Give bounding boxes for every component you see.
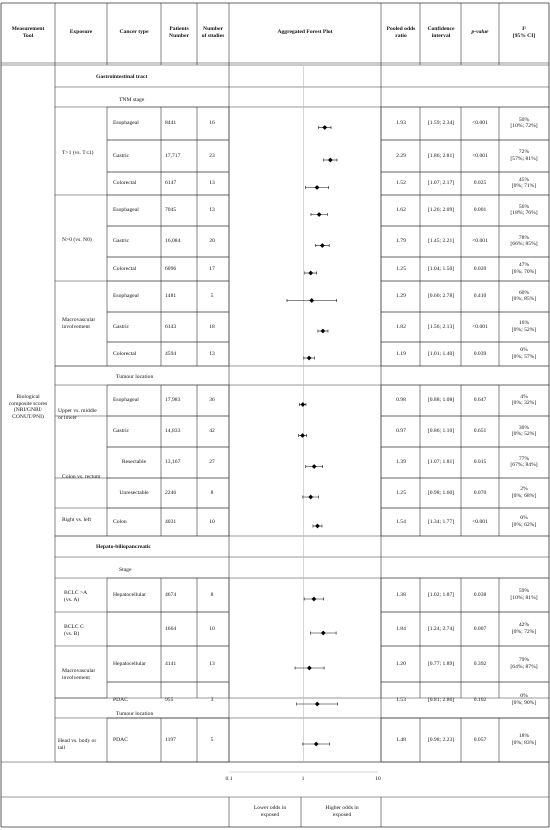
patients-cell: 7045 (165, 207, 177, 214)
footer-higher-odds: Higher odds in exposed (325, 805, 359, 818)
p-value-cell: <0.001 (472, 518, 488, 525)
i2-cell: 47% [6%; 70%] (511, 262, 537, 275)
cancer-type-cell: Hepatocellular (113, 660, 146, 667)
patients-cell: 6143 (165, 323, 177, 330)
studies-cell: 13 (209, 660, 215, 667)
studies-cell: 17 (209, 265, 215, 272)
cancer-type-cell: PDAC (113, 696, 128, 703)
studies-cell: 10 (209, 518, 215, 525)
studies-cell: 13 (209, 350, 215, 357)
ci-cell: [0.81; 2.86] (427, 696, 455, 703)
header-forest-plot: Aggregated Forest Plot (277, 29, 333, 35)
patients-cell: 1664 (165, 625, 177, 632)
pooled-or-cell: 1.62 (396, 207, 406, 214)
pooled-or-cell: 1.25 (396, 489, 406, 496)
axis-tick-10: 10 (375, 776, 381, 782)
cancer-type-cell: Esophageal (113, 397, 139, 404)
p-value-cell: 0.057 (473, 736, 487, 743)
ci-cell: [1.02; 1.87] (427, 591, 455, 598)
p-value-cell: 0.647 (473, 397, 487, 404)
p-value-cell: 0.015 (473, 459, 487, 466)
exposure-macrovascular-2: Macrovascular involvement (62, 668, 96, 681)
axis-tick-0.1: 0.1 (225, 776, 233, 782)
studies-cell: 16 (209, 120, 215, 127)
ci-cell: [1.56; 2.13] (427, 323, 455, 330)
p-value-cell: <0.001 (472, 238, 488, 245)
studies-cell: 13 (209, 207, 215, 214)
odds-ratio-point (315, 524, 320, 529)
odds-ratio-point (307, 356, 312, 361)
studies-cell: 8 (210, 489, 214, 496)
pooled-or-cell: 1.29 (396, 293, 406, 300)
i2-cell: 0% [0%; 57%] (511, 347, 537, 360)
header-measurement-tool: Measurement Tool (11, 26, 45, 39)
measurement-tool-value: Biological composite scores (NRI/GNRI/ CONUT/PNI) (8, 394, 48, 420)
patients-cell: 14,833 (165, 428, 181, 435)
studies-cell: 5 (210, 736, 214, 743)
pooled-or-cell: 1.19 (396, 350, 406, 357)
studies-cell: 10 (209, 625, 215, 632)
studies-cell: 18 (209, 323, 215, 330)
studies-cell: 5 (210, 293, 214, 300)
patients-cell: 4141 (165, 660, 177, 667)
pooled-or-cell: 1.79 (396, 238, 406, 245)
p-value-cell: 0.007 (473, 625, 487, 632)
i2-cell: 59% [10%; 81%] (510, 588, 538, 601)
cancer-type-cell: Gastric (113, 323, 130, 330)
ci-cell: [0.77; 1.89] (427, 660, 455, 667)
i2-cell: 18% [0%; 83%] (511, 733, 537, 746)
subsection-tumour-location-2: Tumour location (116, 711, 154, 717)
cancer-type-cell: Colorectal (113, 265, 137, 272)
exposure-macrovascular-1: Macrovascular involvement (62, 317, 96, 330)
patients-cell: 2246 (165, 489, 177, 496)
i2-cell: 78% [66%; 85%] (510, 234, 538, 248)
section-hepato-biliopancreatic: Hepato-biliopancreatic (96, 544, 151, 550)
exposure-right-vs-left: Right vs. left (62, 517, 92, 523)
pooled-or-cell: 1.84 (396, 625, 406, 632)
header-confidence-interval: Confidence interval (427, 26, 455, 39)
p-value-cell: 0.025 (473, 180, 487, 187)
pooled-or-cell: 1.54 (396, 518, 406, 525)
patients-cell: 4031 (165, 518, 177, 525)
subsection-stage: Stage (119, 567, 132, 573)
p-value-cell: 0.102 (473, 696, 487, 703)
cancer-type-cell: Hepatocellular (113, 591, 146, 598)
odds-ratio-point (328, 158, 333, 163)
i2-cell: 42% [0%; 72%] (511, 622, 537, 635)
pooled-or-cell: 1.52 (396, 180, 406, 187)
cancer-type-cell: Esophageal (113, 293, 139, 300)
studies-cell: 20 (209, 238, 215, 245)
cancer-type-cell: Gastric (113, 152, 130, 159)
studies-cell: 23 (209, 152, 215, 159)
header-p-value: p-value (471, 29, 489, 35)
header-patients-number: Patients Number (169, 26, 189, 39)
ci-cell: [1.34; 1.77] (427, 518, 455, 525)
p-value-cell: 0.410 (473, 293, 487, 300)
p-value-cell: 0.001 (473, 207, 487, 214)
patients-cell: 4594 (165, 350, 177, 357)
ci-cell: [0.60; 2.78] (427, 293, 455, 300)
i2-cell: 56% [18%; 76%] (510, 203, 538, 217)
ci-cell: [0.88; 1.08] (427, 397, 455, 404)
patients-cell: 1481 (165, 293, 177, 300)
ci-cell: [1.07; 2.17] (427, 180, 455, 187)
i2-cell: 2% [0%; 68%] (511, 486, 537, 499)
ci-cell: [1.26; 2.09] (427, 207, 455, 214)
subsection-tnm-stage: TNM stage (119, 97, 145, 103)
footer-lower-odds: Lower odds in exposed (253, 805, 287, 818)
i2-cell: 30% [0%; 52%] (511, 424, 537, 438)
studies-cell: 42 (209, 428, 215, 435)
p-value-cell: <0.001 (472, 120, 488, 127)
cancer-type-cell: Resectable (121, 459, 147, 466)
exposure-bclc-c: BCLC C (vs. B) (64, 624, 84, 637)
i2-cell: 16% [0%; 52%] (511, 320, 537, 333)
exposure-upper-vs-middle: Upper vs. middle or lower (58, 408, 97, 421)
cancer-type-cell: Colon (113, 518, 127, 525)
p-value-cell: <0.001 (472, 152, 488, 159)
odds-ratio-point (307, 666, 312, 671)
patients-cell: 6147 (165, 180, 177, 187)
pooled-or-cell: 2.29 (396, 152, 406, 159)
header-exposure: Exposure (69, 29, 93, 35)
p-value-cell: 0.020 (473, 265, 487, 272)
pooled-or-cell: 1.25 (396, 265, 406, 272)
ci-cell: [1.01; 1.40] (427, 350, 455, 357)
ci-cell: [0.98; 2.23] (427, 736, 455, 743)
i2-cell: 77% [67%; 84%] (510, 455, 538, 469)
header-i2: I² [95% CI] (512, 26, 536, 39)
patients-cell: 8441 (165, 120, 177, 127)
i2-cell: 4% [0%; 32%] (511, 393, 537, 407)
patients-cell: 4674 (165, 591, 177, 598)
cancer-type-cell: Colorectal (113, 350, 137, 357)
studies-cell: 13 (209, 180, 215, 187)
pooled-or-cell: 0.98 (396, 397, 406, 404)
odds-ratio-point (315, 185, 320, 190)
odds-ratio-point (308, 271, 313, 276)
ci-cell: [1.07; 1.81] (427, 459, 455, 466)
odds-ratio-point (309, 298, 314, 303)
odds-ratio-point (308, 495, 313, 500)
ci-cell: [0.86; 1.10] (427, 428, 455, 435)
section-gastrointestinal: Gastrointestinal tract (96, 74, 148, 80)
pooled-or-cell: 1.20 (396, 660, 406, 667)
header-number-of-studies: Number of studies (201, 26, 225, 39)
axis-tick-1: 1 (301, 776, 305, 782)
odds-ratio-point (321, 631, 326, 636)
ci-cell: [1.59; 2.34] (427, 120, 455, 127)
patients-cell: 16,084 (165, 238, 181, 245)
i2-cell: 60% [0%; 85%] (511, 289, 537, 303)
odds-ratio-point (312, 597, 317, 602)
pooled-or-cell: 1.48 (396, 736, 406, 743)
i2-cell: 45% [0%; 71%] (511, 176, 537, 190)
odds-ratio-point (300, 402, 305, 407)
studies-cell: 27 (209, 459, 215, 466)
p-value-cell: 0.070 (473, 489, 487, 496)
i2-cell: 0% [0%; 62%] (511, 515, 537, 528)
odds-ratio-point (314, 742, 319, 747)
i2-cell: 0% [0%; 90%] (511, 693, 537, 706)
cancer-type-cell: PDAC (113, 736, 128, 743)
exposure-n-stage: N>0 (vs. N0) (62, 237, 92, 243)
patients-cell: 955 (165, 696, 174, 703)
ci-cell: [1.45; 2.21] (427, 238, 455, 245)
p-value-cell: 0.392 (473, 660, 487, 667)
subsection-tumour-location-1: Tumour location (116, 374, 154, 380)
cancer-type-cell: Gastric (113, 428, 130, 435)
odds-ratio-point (320, 329, 325, 334)
ci-cell: [1.24; 2.74] (427, 625, 455, 632)
cancer-type-cell: Colorectal (113, 180, 137, 187)
patients-cell: 6096 (165, 265, 177, 272)
cancer-type-cell: Gastric (113, 238, 130, 245)
patients-cell: 13,167 (165, 459, 181, 466)
pooled-or-cell: 1.93 (396, 120, 406, 127)
exposure-t-stage: T>1 (vs. T≤1) (62, 150, 94, 156)
cancer-type-cell: Unresectable (119, 489, 149, 496)
cancer-type-cell: Esophageal (113, 120, 139, 127)
header-pooled-or: Pooled odds ratio (386, 26, 416, 39)
exposure-head-vs-body: Head vs. body or tail (58, 738, 97, 751)
cancer-type-cell: Esophageal (113, 207, 139, 214)
ci-cell: [0.98; 1.60] (427, 489, 455, 496)
ci-cell: [1.86; 2.81] (427, 152, 455, 159)
odds-ratio-point (300, 433, 305, 438)
odds-ratio-point (317, 212, 322, 217)
odds-ratio-point (312, 464, 317, 469)
pooled-or-cell: 0.97 (396, 428, 406, 435)
pooled-or-cell: 1.38 (396, 591, 406, 598)
p-value-cell: <0.001 (472, 323, 488, 330)
i2-cell: 79% [64%; 87%] (510, 657, 538, 670)
header-cancer-type: Cancer type (119, 29, 149, 35)
pooled-or-cell: 1.39 (396, 459, 406, 466)
odds-ratio-point (320, 243, 325, 248)
ci-cell: [1.04; 1.50] (427, 265, 455, 272)
patients-cell: 17,717 (165, 152, 181, 159)
p-value-cell: 0.651 (473, 428, 487, 435)
pooled-or-cell: 1.53 (396, 696, 406, 703)
studies-cell: 3 (210, 696, 214, 703)
odds-ratio-point (315, 702, 320, 707)
i2-cell: 72% [57%; 81%] (510, 149, 538, 162)
studies-cell: 8 (210, 591, 214, 598)
odds-ratio-point (322, 125, 327, 130)
p-value-cell: 0.039 (473, 350, 487, 357)
exposure-bclc-a: BCLC >A (vs. A) (64, 590, 88, 603)
studies-cell: 36 (209, 397, 215, 404)
p-value-cell: 0.038 (473, 591, 487, 598)
pooled-or-cell: 1.82 (396, 323, 406, 330)
i2-cell: 50% [10%; 72%] (510, 116, 538, 130)
exposure-colon-vs-rectum: Colon vs. rectum (62, 474, 101, 480)
patients-cell: 1197 (165, 736, 176, 743)
patients-cell: 17,983 (165, 397, 181, 404)
